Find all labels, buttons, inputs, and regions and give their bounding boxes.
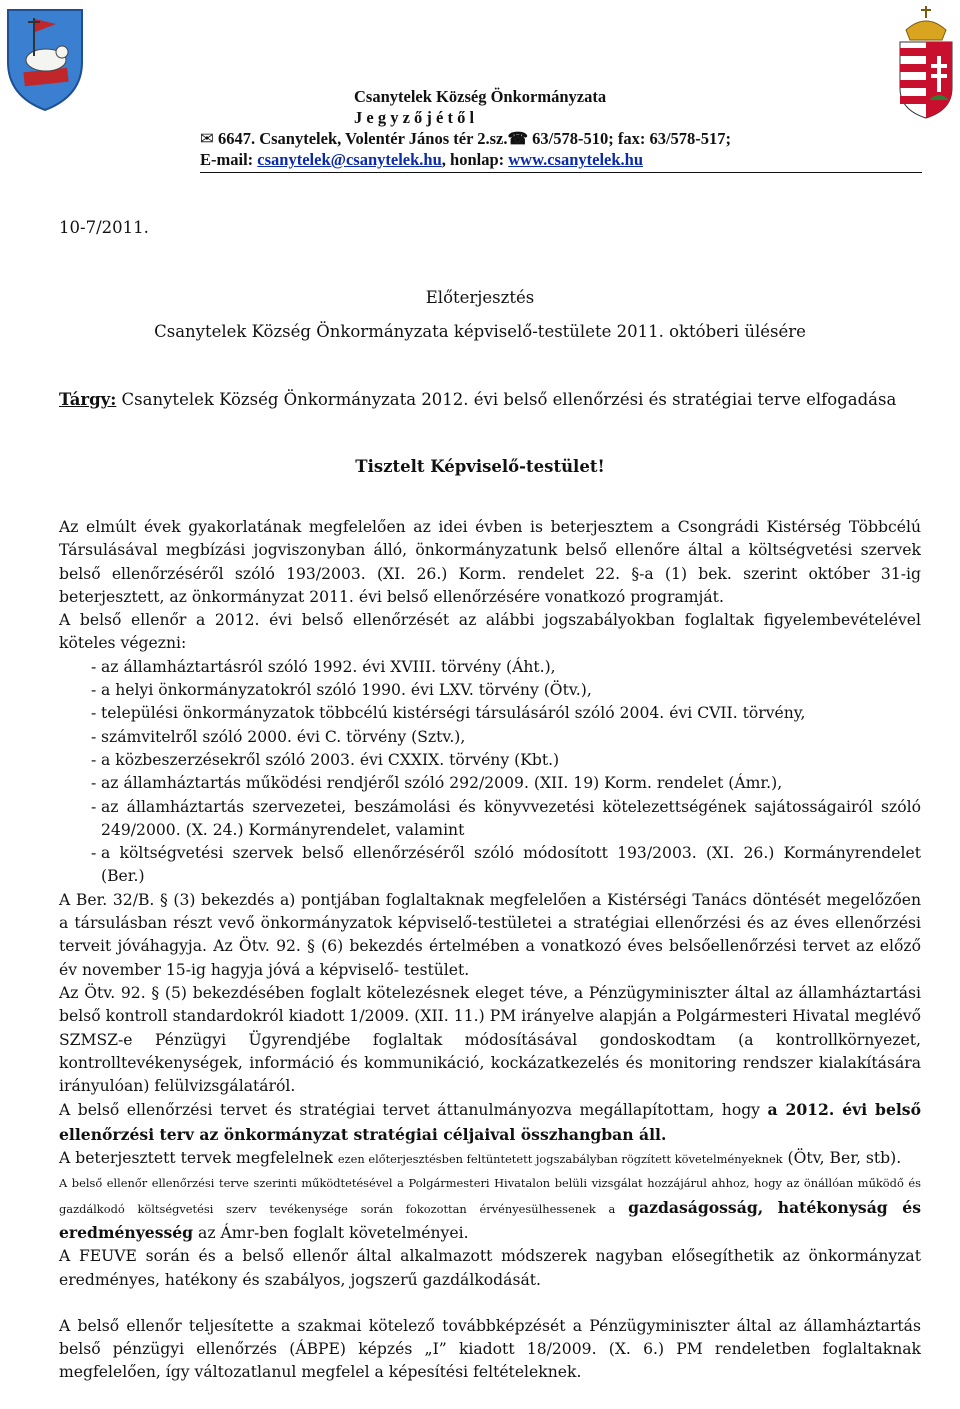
subject-line bbox=[59, 390, 896, 409]
list-item: - az államháztartásról szóló 1992. évi XVIII. törvény (Áht.), bbox=[91, 657, 556, 676]
paragraph-ber: A Ber. 32/B. § (3) bekezdés a) pontjában foglaltaknak megfelelően a Kistérségi Tanács döntését megelőzően a társulásban részt vevő önkormányzatok képviselő-testületei a stratégiai ellenőrzési és az éves ellenőrzési terveit jóváhagyja. Az Ötv. 92. § (6) bekezdés értelmében a vonatkozó éves belsőellenőrzési tervet az előző év november 15-ig hagyja jóvá a képviselő- testület. bbox=[59, 890, 921, 979]
address: 6647. Csanytelek, Volentér János tér 2.sz. bbox=[217, 129, 508, 148]
org-name: Csanytelek Község Önkormányzata bbox=[354, 87, 607, 106]
document-title: Előterjesztés bbox=[425, 288, 535, 307]
header-rule bbox=[200, 172, 922, 173]
paragraph-legal-basis: A belső ellenőr a 2012. évi belső ellenőrzését az alábbi jogszabályokban foglaltak figyelembevételével köteles végezni: bbox=[59, 611, 921, 653]
csanytelek-coat-of-arms bbox=[4, 4, 86, 112]
paragraph-conclusion: A belső ellenőrzési tervet és stratégiai tervet áttanulmányozva megállapítottam, hogy a 2012. évi belső ellenőrzési terv az önkormányzat stratégiai céljaival összhangban áll. bbox=[59, 1100, 921, 1144]
list-item: - a helyi önkormányzatokról szóló 1990. évi LXV. törvény (Ötv.), bbox=[91, 681, 592, 700]
salutation: Tisztelt Képviselő-testület! bbox=[355, 457, 605, 476]
paragraph-efficiency: A belső ellenőr ellenőrzési terve szerinti működtetésével a Polgármesteri Hivatalon belüli vizsgálat hozzájárul ahhoz, hogy az önállóan működő és gazdálkodó költségvetési szerv tevékenysége során fokozottan érvényesülhessenek a gazdaságosság, hatékonyság és eredményesség az Ámr-ben foglalt követelményei. bbox=[59, 1176, 921, 1242]
office-name: J e g y z ő j é t ő l bbox=[354, 108, 475, 127]
email-label: E-mail: bbox=[200, 150, 258, 169]
document-subtitle: Csanytelek Község Önkormányzata képviselő-testülete 2011. októberi ülésére bbox=[154, 322, 806, 341]
law-list bbox=[59, 656, 921, 889]
paragraph-compliance: A beterjesztett tervek megfelelnek ezen előterjesztésben feltüntetett jogszabályban rögzített követelményeknek (Ötv, Ber, stb). bbox=[59, 1149, 902, 1168]
subject-text: Csanytelek Község Önkormányzata 2012. évi belső ellenőrzési és stratégiai terve elfogadása bbox=[116, 390, 897, 409]
hungarian-coat-of-arms bbox=[896, 4, 956, 120]
list-item: - az államháztartás szervezetei, beszámolási és könyvvezetési kötelezettségének sajátosságairól szóló 249/2000. (X. 24.) Kormányrendelet, valamint bbox=[91, 797, 921, 839]
phone-icon: ☎ bbox=[507, 129, 529, 148]
paragraph-training: A belső ellenőr teljesítette a szakmai kötelező továbbképzését a Pénzügyminiszter által az államháztartás belső pénzügyi ellenőrzés (ÁBPE) képzés „I” kiadott 18/2009. (X. 6.) PM rendeletben foglaltaknak megfelelően, így változatlanul megfelel a képesítési feltételeknek. bbox=[59, 1316, 921, 1382]
web-label: , honlap: bbox=[441, 150, 509, 169]
list-item: - települési önkormányzatok többcélú kistérségi társulásáról szóló 2004. évi CVII. törvény, bbox=[91, 704, 806, 723]
list-item: - az államháztartás működési rendjéről szóló 292/2009. (XII. 19) Korm. rendelet (Ámr.), bbox=[91, 774, 783, 793]
contact-line bbox=[200, 128, 900, 149]
list-item: - számvitelről szóló 2000. évi C. törvény (Sztv.), bbox=[91, 727, 466, 746]
list-item: - a költségvetési szervek belső ellenőrzéséről szóló módosított 193/2003. (XI. 26.) Kormányrendelet (Ber.) bbox=[91, 844, 921, 886]
list-item: - a közbeszerzésekről szóló 2003. évi CXXIX. törvény (Kbt.) bbox=[91, 750, 560, 769]
subject-label: Tárgy: bbox=[59, 390, 117, 409]
phone-fax: 63/578-510; fax: 63/578-517; bbox=[532, 129, 732, 148]
paragraph-intro: Az elmúlt évek gyakorlatának megfelelően az idei évben is beterjesztem a Csongrádi Kistérség Többcélú Társulásával megbízási jogviszonyban álló, önkormányzatunk belső ellenőre által a költségvetési szervek belső ellenőrzéséről szóló 193/2003. (XI. 26.) Korm. rendelet 22. §-a (1) bek. szerint október 31-ig beterjesztett, az önkormányzat 2011. évi belső ellenőrzésére vonatkozó programját. bbox=[59, 518, 921, 606]
document-body bbox=[59, 516, 921, 1385]
reference-number: 10-7/2011. bbox=[59, 218, 149, 237]
mail-icon: ✉ bbox=[200, 129, 214, 148]
email-link[interactable]: csanytelek@csanytelek.hu bbox=[257, 150, 442, 169]
letterhead bbox=[200, 86, 900, 170]
paragraph-otv: Az Ötv. 92. § (5) bekezdésében foglalt kötelezésnek eleget téve, a Pénzügyminiszter által az államháztartási belső kontroll standardokról kiadott 1/2009. (XII. 11.) PM irányelve alapján a Polgármesteri Hivatal meglévő SZMSZ-e Pénzügyi Ügyrendjébe foglaltak módosításával gondoskodtam (a kontrollkörnyezet, kontrolltevékenységek, információ és kommunikáció, kockázatkezelés és monitoring rendszer kialakítására irányulóan) felülvizsgálatáról. bbox=[59, 983, 921, 1096]
paragraph-feuve: A FEUVE során és a belső ellenőr által alkalmazott módszerek nagyban elősegíthetik az önkormányzat eredményes, hatékony és szabályos, jogszerű gazdálkodását. bbox=[59, 1247, 921, 1289]
website-link[interactable]: www.csanytelek.hu bbox=[508, 150, 644, 169]
web-line bbox=[200, 149, 900, 170]
